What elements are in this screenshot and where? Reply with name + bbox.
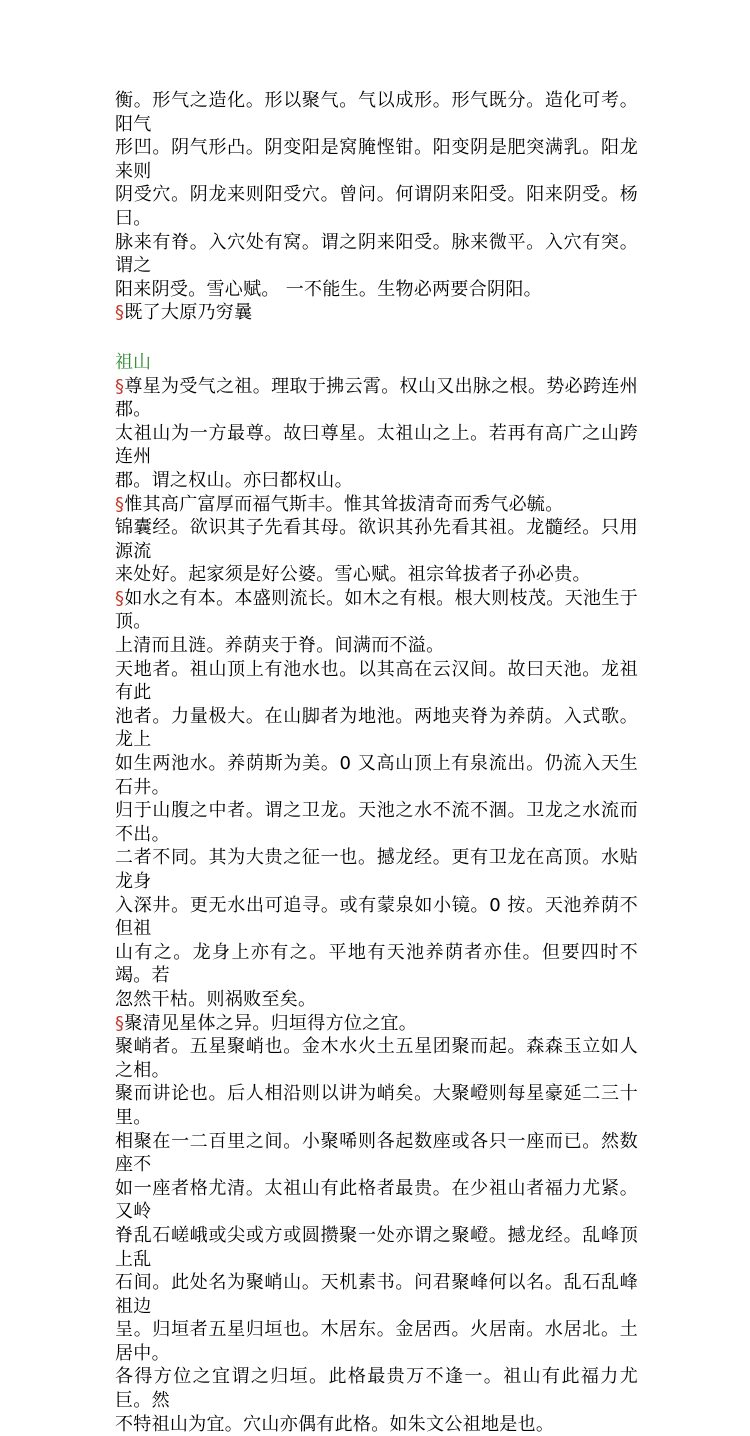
text-line: 脊乱石嵯峨或尖或方或圆攒聚一处亦谓之聚嶝。撼龙经。乱峰顶上乱 xyxy=(115,1224,638,1270)
text-line: 山有之。龙身上亦有之。平地有天池养荫者亦佳。但要四时不竭。若 xyxy=(115,941,638,987)
section-marker: § xyxy=(115,1012,125,1034)
section-marker-line xyxy=(115,375,638,422)
text-line: 阳来阴受。雪心赋。 一不能生。生物必两要合阴阳。 xyxy=(115,278,542,300)
text-line: 上清而且涟。养荫夹于脊。间满而不溢。 xyxy=(115,635,445,657)
text-line: 聚峭者。五星聚峭也。金木水火土五星团聚而起。森森玉立如人之相。 xyxy=(115,1036,638,1081)
text-line: 太祖山为一方最尊。故曰尊星。太祖山之上。若再有高广之山跨连州 xyxy=(115,422,638,468)
text-line: 入深井。更无水出可追寻。或有蒙泉如小镜。0 按。天池养荫不但祖 xyxy=(115,894,638,940)
section-marker-line xyxy=(115,493,638,517)
marker-text: 尊星为受气之祖。理取于拂云霄。权山又出脉之根。势必跨连州郡。 xyxy=(115,375,638,421)
text-line: 石间。此处名为聚峭山。天机素书。问君聚峰何以名。乱石乱峰祖边 xyxy=(115,1272,638,1317)
text-line: 相聚在一二百里之间。小聚唏则各起数座或各只一座而已。然数座不 xyxy=(115,1130,638,1176)
text-line: 阴受穴。阴龙来则阳受穴。曾问。何谓阴来阳受。阳来阴受。杨曰。 xyxy=(115,184,638,229)
zushan-section xyxy=(115,375,638,1436)
text-line: 衡。形气之造化。形以聚气。气以成形。形气既分。造化可考。阳气 xyxy=(115,90,638,135)
marker-text: 聚清见星体之异。归垣得方位之宜。 xyxy=(124,1012,418,1034)
text-line: 锦囊经。欲识其子先看其母。欲识其孙先看其祖。龙髓经。只用源流 xyxy=(115,517,638,562)
section-marker: § xyxy=(115,302,125,324)
text-line: 脉来有脊。入穴处有窝。谓之阴来阳受。脉来微平。入穴有突。谓之 xyxy=(115,231,638,277)
text-line: 各得方位之宜谓之归垣。此格最贵万不逢一。祖山有此福力尤巨。然 xyxy=(115,1366,638,1412)
text-line: 呈。归垣者五星归垣也。木居东。金居西。火居南。水居北。土居中。 xyxy=(115,1319,638,1364)
text-line: 聚而讲论也。后人相沿则以讲为峭矣。大聚嶝则每星豪延二三十里。 xyxy=(115,1083,638,1128)
text-line: 二者不同。其为大贵之征一也。撼龙经。更有卫龙在高顶。水贴龙身 xyxy=(115,847,638,892)
marker-text: 既了大原乃穷曩 xyxy=(124,302,253,324)
section-marker: § xyxy=(115,587,125,609)
section-marker: § xyxy=(115,493,125,515)
text-line: 形凹。阴气形凸。阴变阳是窝腌悭钳。阳变阴是肥突满乳。阳龙来则 xyxy=(115,137,638,182)
text-line: 郡。谓之权山。亦曰都权山。 xyxy=(115,469,353,491)
section-heading: 祖山 xyxy=(115,351,151,373)
text-line: 忽然干枯。则祸败至矣。 xyxy=(115,988,317,1010)
text-line: 如生两池水。养荫斯为美。0 又高山顶上有泉流出。仍流入天生石井。 xyxy=(115,753,638,798)
section-marker-line xyxy=(115,1012,638,1036)
text-line: 池者。力量极大。在山脚者为地池。两地夹脊为养荫。入式歌。龙上 xyxy=(115,705,638,751)
section-marker-line xyxy=(115,301,638,325)
marker-text: 惟其高广富厚而福气斯丰。惟其耸拔清奇而秀气必毓。 xyxy=(124,493,564,515)
section-marker: § xyxy=(115,375,125,397)
text-line: 不特祖山为宜。穴山亦偶有此格。如朱文公祖地是也。 xyxy=(115,1413,555,1435)
intro-paragraph xyxy=(115,89,638,325)
marker-text: 如水之有本。本盛则流长。如木之有根。根大则枝茂。天池生于顶。 xyxy=(115,587,638,633)
text-line: 来处好。起家须是好公婆。雪心赋。祖宗耸拔者子孙必贵。 xyxy=(115,564,591,586)
text-line: 天地者。祖山顶上有池水也。以其高在云汉间。故曰天池。龙祖有此 xyxy=(115,658,638,704)
text-line: 如一座者格尤清。太祖山有此格者最贵。在少祖山者福力尤紧。又岭 xyxy=(115,1177,638,1223)
section-marker-line xyxy=(115,587,638,634)
text-line: 归于山腹之中者。谓之卫龙。天池之水不流不涸。卫龙之水流而不出。 xyxy=(115,800,638,845)
